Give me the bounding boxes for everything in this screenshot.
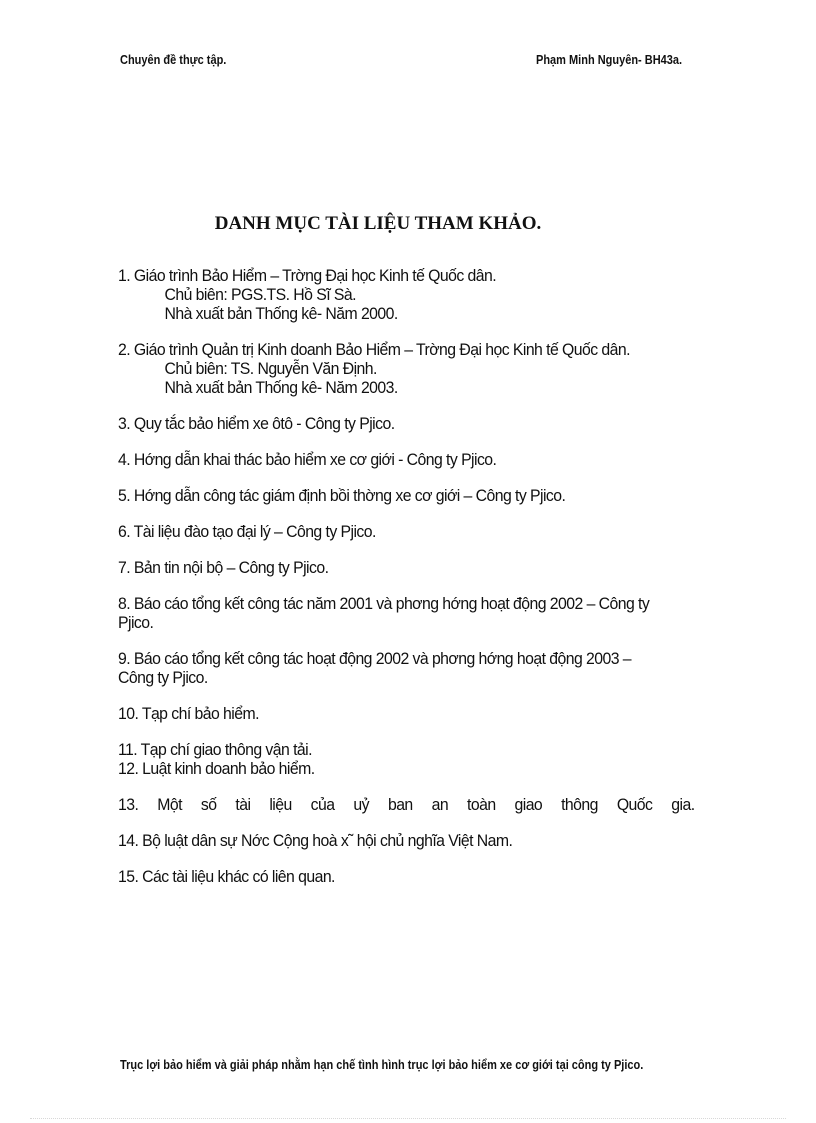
reference-item-9 [118, 649, 695, 687]
reference-13-word: uỷ [353, 795, 370, 814]
footer-text: Trục lợi bảo hiểm và giải pháp nhằm hạn chế tình hình trục lợi bảo hiểm xe cơ giới tại công ty Pjico. [120, 1058, 644, 1072]
reference-item-6: 6. Tài liệu đào tạo đại lý – Công ty Pjico. [118, 522, 376, 541]
header-left-text: Chuyên đề thực tập. [120, 53, 227, 67]
reference-item-11: 11. Tạp chí giao thông vận tải. [118, 740, 312, 759]
reference-13-word: Một [157, 795, 182, 814]
reference-9-line-1: 9. Báo cáo tổng kết công tác hoạt động 2002 và phơng hớng hoạt động 2003 – [118, 649, 632, 668]
reference-13-word: liệu [269, 795, 292, 814]
reference-13-word: giao [514, 795, 543, 814]
reference-2-publisher: Nhà xuất bản Thống kê- Năm 2003. [164, 378, 398, 397]
reference-item-8 [118, 594, 695, 632]
reference-item-3: 3. Quy tắc bảo hiểm xe ôtô - Công ty Pjico. [118, 414, 395, 433]
reference-13-word: ban [387, 795, 413, 814]
reference-2-editor: Chủ biên: TS. Nguyễn Văn Định. [164, 359, 377, 378]
reference-9-line-2: Công ty Pjico. [118, 668, 208, 687]
page-bottom-divider [30, 1118, 786, 1119]
header-right-text: Phạm Minh Nguyên- BH43a. [536, 53, 683, 67]
reference-13-word: số [200, 795, 217, 814]
reference-13-word: của [310, 795, 335, 814]
reference-item-7: 7. Bản tin nội bộ – Công ty Pjico. [118, 558, 329, 577]
reference-item-12: 12. Luật kinh doanh bảo hiểm. [118, 759, 315, 778]
reference-13-word: 13. [118, 795, 139, 814]
reference-13-word: gia. [671, 795, 695, 814]
reference-item-14: 14. Bộ luật dân sự Nớc Cộng hoà x˜ hội chủ nghĩa Việt Nam. [118, 831, 513, 850]
reference-item-1 [118, 266, 695, 323]
reference-item-5: 5. Hớng dẫn công tác giám định bồi thờng xe cơ giới – Công ty Pjico. [118, 486, 566, 505]
reference-2-title: 2. Giáo trình Quản trị Kinh doanh Bảo Hiểm – Trờng Đại học Kinh tế Quốc dân. [118, 340, 630, 359]
reference-13-word: tài [235, 795, 251, 814]
reference-13-word: thông [561, 795, 598, 814]
reference-13-word: toàn [467, 795, 496, 814]
reference-13-word: an [431, 795, 449, 814]
reference-item-10: 10. Tạp chí bảo hiểm. [118, 704, 259, 723]
reference-8-line-1: 8. Báo cáo tổng kết công tác năm 2001 và phơng hớng hoạt động 2002 – Công ty [118, 594, 650, 613]
reference-item-15: 15. Các tài liệu khác có liên quan. [118, 867, 335, 886]
reference-13-word: Quốc [616, 795, 653, 814]
reference-13-line [118, 795, 695, 814]
reference-list [118, 266, 700, 903]
reference-1-publisher: Nhà xuất bản Thống kê- Năm 2000. [164, 304, 398, 323]
reference-8-line-2: Pjico. [118, 613, 154, 632]
reference-1-editor: Chủ biên: PGS.TS. Hồ Sĩ Sà. [164, 285, 356, 304]
page-title: DANH MỤC TÀI LIỆU THAM KHẢO. [214, 213, 542, 234]
reference-item-4: 4. Hớng dẫn khai thác bảo hiểm xe cơ giới - Công ty Pjico. [118, 450, 497, 469]
reference-item-13 [118, 795, 695, 814]
reference-item-2 [118, 340, 695, 397]
reference-1-title: 1. Giáo trình Bảo Hiểm – Trờng Đại học Kinh tế Quốc dân. [118, 266, 497, 285]
